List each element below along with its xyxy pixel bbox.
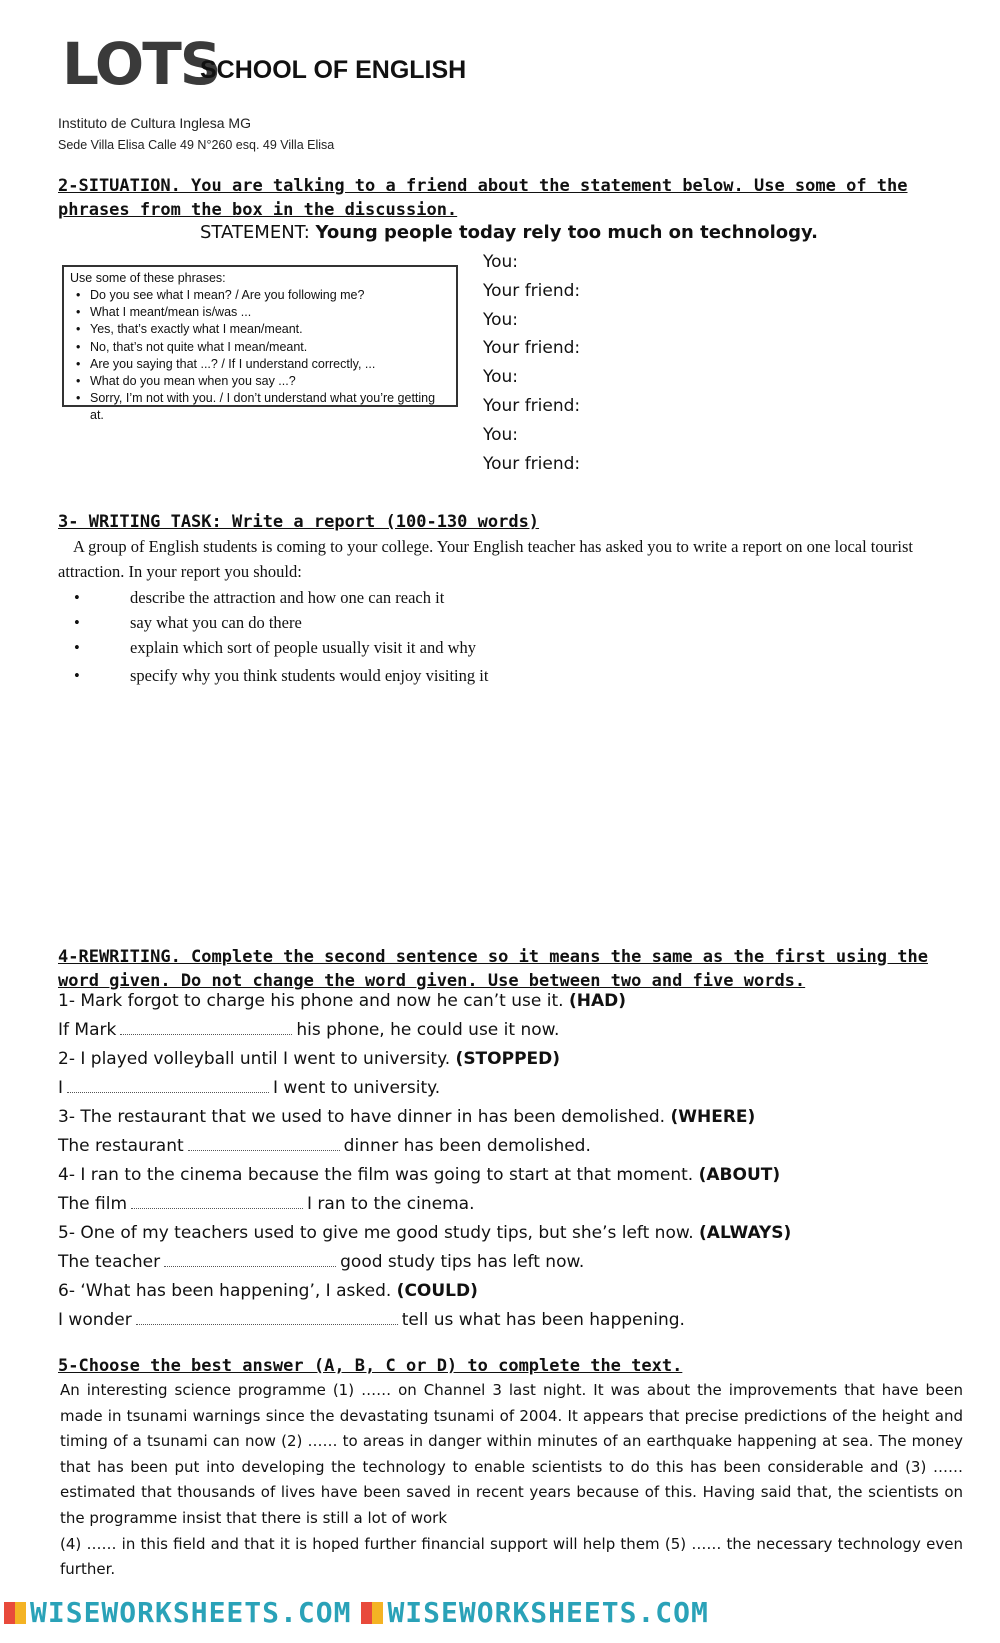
bullet-icon: • [74,666,80,685]
phrase-list [70,287,450,425]
phrase-box [62,265,458,423]
key-word: (STOPPED) [455,1049,561,1069]
school-address: Sede Villa Elisa Calle 49 N°260 esq. 49 Villa Elisa [58,138,335,152]
phrase-item: • No, that’s not quite what I mean/meant. [84,339,450,356]
bullet-icon: • [74,588,80,607]
phrase-item: • Sorry, I’m not with you. / I don’t understand what you’re getting at. [84,390,450,424]
phrase-item: • What do you mean when you say ...? [84,373,450,390]
list-item: • specify why you think students would enjoy visiting it [74,663,774,688]
key-word: (ALWAYS) [699,1223,792,1243]
rewrite-prompt: 1- Mark forgot to charge his phone and now he can’t use it. (HAD) [58,991,626,1011]
writing-task-intro: A group of English students is coming to your college. Your English teacher has asked you to write a report on one local tourist attraction. In your report you should: [58,537,913,581]
phrase-item: • Are you saying that ...? / If I understand correctly, ... [84,356,450,373]
statement [200,222,818,243]
answer-blank[interactable] [131,1196,303,1209]
answer-blank[interactable] [164,1254,336,1267]
institute-name: Instituto de Cultura Inglesa MG [58,115,251,131]
school-name: SCHOOL OF ENGLISH [200,56,467,84]
section2-heading: 2-SITUATION. You are talking to a friend about the statement below. Use some of the phrases from the box in the discussion. [58,176,908,220]
passage-paragraph: (4) …… in this field and that it is hoped further financial support will help them (5) …… the necessary technology even further. [60,1534,963,1579]
answer-blank[interactable] [136,1312,398,1325]
rewrite-answer-line: The restaurant dinner has been demolished. [58,1136,591,1156]
rewrite-prompt: 4- I ran to the cinema because the film was going to start at that moment. (ABOUT) [58,1165,781,1185]
cloze-passage [60,1378,963,1583]
statement-text: Young people today rely too much on technology. [315,222,818,243]
dialog-line-you[interactable]: You: [483,367,519,388]
dialog-line-friend[interactable]: Your friend: [483,338,581,359]
dialog-line-friend[interactable]: Your friend: [483,395,581,416]
answer-blank[interactable] [188,1138,340,1151]
phrase-box-title: Use some of these phrases: [70,271,226,285]
key-word: (ABOUT) [698,1165,781,1185]
passage-paragraph: An interesting science programme (1) …… on Channel 3 last night. It was about the improvements that have been made in tsunami warnings since the devastating tsunami of 2004. It appears that precise predictions of the height and timing of a tsunami can now (2) …… to areas in danger within minutes of an earthquake happening at sea. The money that has been put into developing the technology to enable scientists to do this has been considerable and (3) …… estimated that thousands of lives have been saved in recent years because of this. Having said that, the scientists on the programme insist that there is still a lot of work [60,1381,963,1527]
wiseworksheets-logo-icon [4,1602,26,1624]
answer-blank[interactable] [67,1080,269,1093]
dialog-line-you[interactable]: You: [483,252,519,272]
rewrite-answer-line: The film I ran to the cinema. [58,1194,475,1214]
section4-heading: 4-REWRITING. Complete the second sentence so it means the same as the first using the word given. Do not change the word given. Use between two and five words. [58,947,928,991]
bullet-icon: • [74,638,80,657]
rewrite-prompt: 5- One of my teachers used to give me good study tips, but she’s left now. (ALWAYS) [58,1223,792,1243]
section5-heading: 5-Choose the best answer (A, B, C or D) to complete the text. [58,1356,683,1376]
writing-task-bullets [74,585,774,688]
writing-answer-area[interactable] [58,700,938,920]
dialog-line-you[interactable]: You: [483,309,519,330]
dialog-line-friend[interactable]: Your friend: [483,280,581,301]
key-word: (WHERE) [670,1107,756,1127]
rewrite-prompt: 3- The restaurant that we used to have dinner in has been demolished. (WHERE) [58,1107,756,1127]
rewrite-prompt: 6- ‘What has been happening’, I asked. (COULD) [58,1281,478,1301]
list-item: • describe the attraction and how one can reach it [74,585,774,610]
list-item: • say what you can do there [74,610,774,635]
phrase-item: • Do you see what I mean? / Are you following me? [84,287,450,304]
footer-watermark [0,1596,1000,1643]
rewrite-answer-line: The teacher good study tips has left now. [58,1252,585,1272]
rewrite-answer-line: If Mark his phone, he could use it now. [58,1020,560,1040]
statement-label: STATEMENT: [200,222,310,243]
section3-heading: 3- WRITING TASK: Write a report (100-130 words) [58,512,540,532]
key-word: (HAD) [568,991,626,1011]
key-word: (COULD) [396,1281,478,1301]
watermark-text: WISEWORKSHEETS.COM [30,1596,352,1629]
dialog-line-friend[interactable]: Your friend: [483,453,581,474]
school-logo: LOTS [62,30,220,98]
list-item: • explain which sort of people usually visit it and why [74,635,774,660]
dialog-line-you[interactable]: You: [483,424,519,445]
phrase-item: • Yes, that’s exactly what I mean/meant. [84,321,450,338]
dialog-lines [483,248,580,478]
rewrite-prompt: 2- I played volleyball until I went to university. (STOPPED) [58,1049,561,1069]
bullet-icon: • [74,613,80,632]
rewrite-answer-line: I wonder tell us what has been happening. [58,1310,685,1330]
phrase-item: • What I meant/mean is/was ... [84,304,450,321]
rewrite-answer-line: I I went to university. [58,1078,441,1098]
answer-blank[interactable] [120,1022,292,1035]
watermark-text: WISEWORKSHEETS.COM [387,1596,709,1629]
wiseworksheets-logo-icon [361,1602,383,1624]
